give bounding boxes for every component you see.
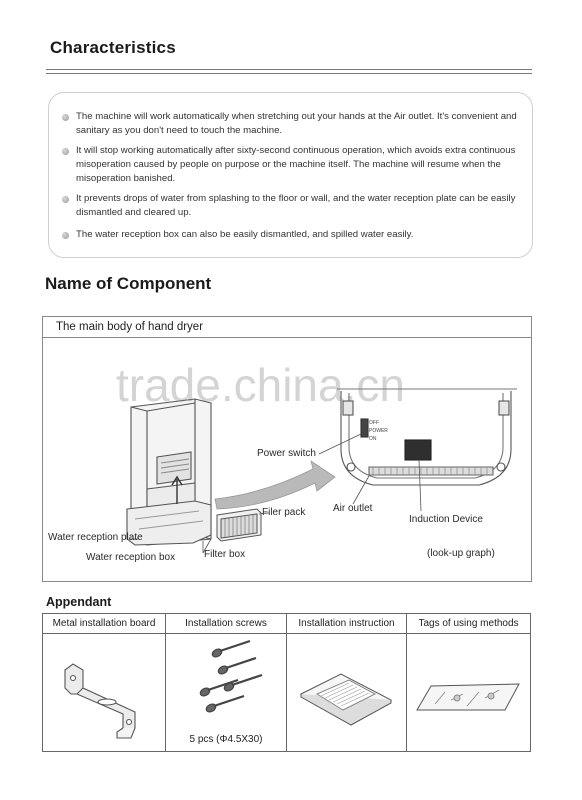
appendant-table [42, 613, 531, 752]
heading-rule [46, 69, 532, 70]
characteristic-text: It will stop working automatically after sixty-second continuous operation, which avoids extra continuous misoperation caused by people on purpose or the machine itself. The machine will resume when the misoperation banished. [76, 145, 516, 184]
appendant-heading: Appendant [46, 595, 112, 609]
booklet-icon [287, 634, 407, 746]
bullet-dot-icon [62, 232, 69, 239]
switch-label-power: POWER [369, 428, 388, 434]
bracket-icon [43, 634, 164, 746]
label-power-switch: Power switch [257, 448, 316, 459]
table-row [43, 634, 531, 752]
tag-card-icon [407, 634, 531, 746]
dryer-body-illustration [127, 399, 211, 545]
column-header: Installation screws [166, 614, 287, 634]
table-header-row [43, 614, 531, 634]
bullet-dot-icon [62, 114, 69, 121]
characteristic-item [62, 144, 524, 186]
filter-box-illustration [217, 509, 261, 541]
label-air-outlet: Air outlet [333, 503, 373, 514]
column-header: Metal installation board [43, 614, 166, 634]
watermark: trade.china.cn [116, 359, 405, 411]
table-cell [407, 634, 531, 752]
label-filer-pack: Filer pack [262, 507, 306, 518]
characteristic-text: The machine will work automatically when stretching out your hands at the Air outlet. It's convenient and sanitary as you don't need to touch the machine. [76, 111, 517, 136]
arrow-icon [215, 461, 335, 509]
label-water-reception-box: Water reception box [86, 552, 176, 563]
characteristic-item [62, 192, 524, 220]
characteristic-item [62, 110, 524, 138]
bullet-dot-icon [62, 196, 69, 203]
heading-rule [46, 73, 532, 74]
characteristic-text: It prevents drops of water from splashing to the floor or wall, and the water reception plate can be easily dismantled and cleared up. [76, 193, 516, 218]
screws-caption: 5 pcs (Φ4.5X30) [189, 734, 263, 745]
table-cell [43, 634, 166, 752]
label-induction-device: Induction Device [409, 514, 483, 525]
component-section-title: The main body of hand dryer [56, 321, 204, 333]
characteristics-heading: Characteristics [50, 38, 176, 57]
label-look-up-graph: (look-up graph) [427, 548, 495, 559]
screw-icon [166, 634, 287, 746]
table-cell [166, 634, 287, 752]
characteristic-item [62, 228, 524, 242]
column-header: Tags of using methods [407, 614, 531, 634]
label-filter-box: Filter box [204, 549, 246, 560]
switch-label-on: ON [369, 436, 377, 442]
characteristic-text: The water reception box can also be easily dismantled, and spilled water easily. [76, 229, 414, 240]
table-cell [287, 634, 407, 752]
label-water-reception-plate: Water reception plate [48, 532, 143, 543]
switch-label-off: OFF [369, 420, 379, 426]
component-heading: Name of Component [45, 274, 212, 293]
bullet-dot-icon [62, 148, 69, 155]
column-header: Installation instruction [287, 614, 407, 634]
